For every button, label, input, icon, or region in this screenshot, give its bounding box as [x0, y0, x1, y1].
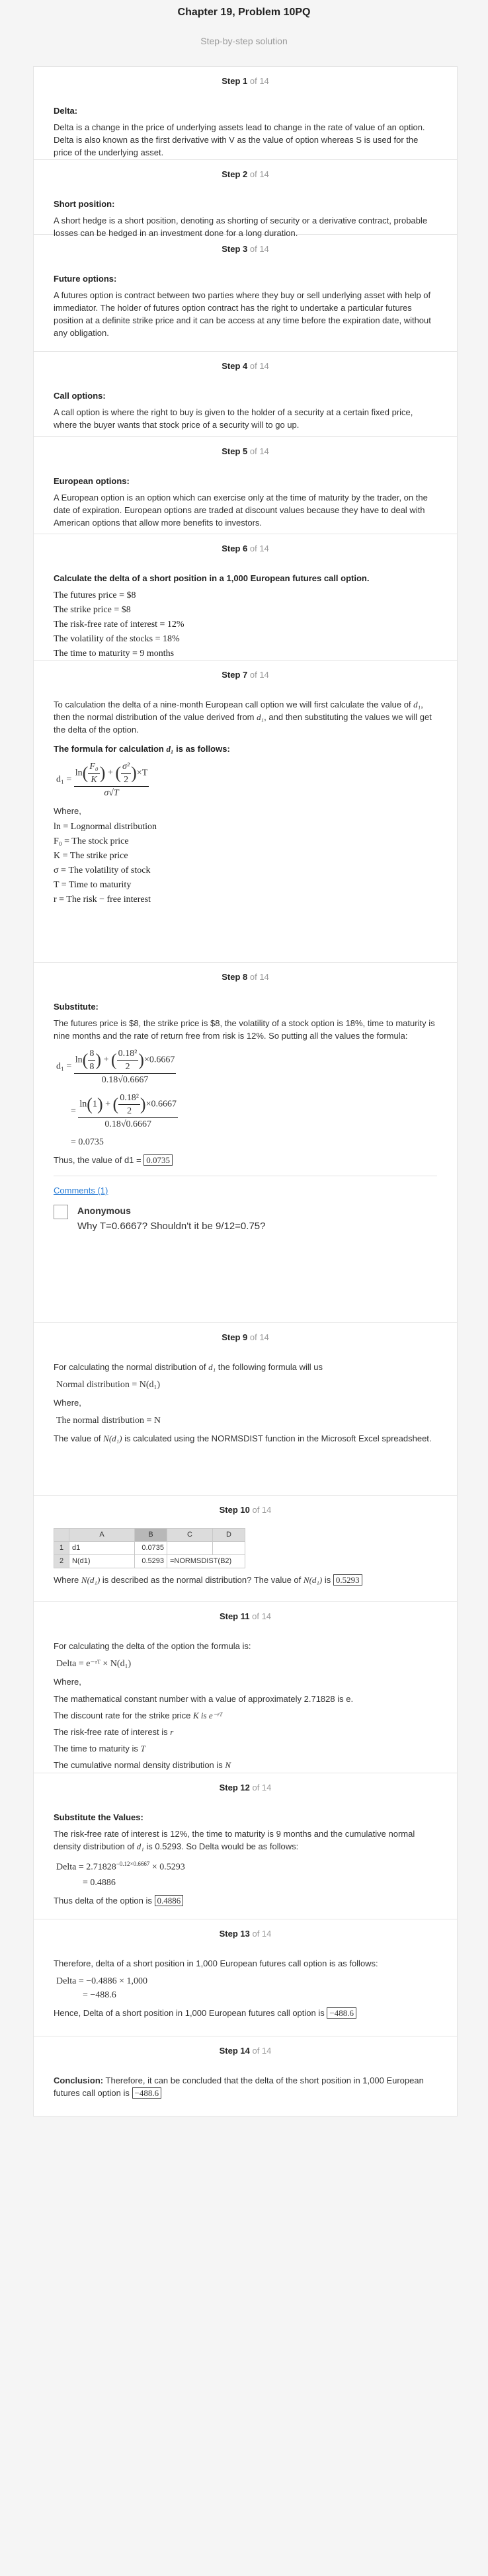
- d1-formula: [56, 760, 437, 799]
- given-line: The futures price = $8: [54, 590, 136, 600]
- nd1-symbol: N(d₁): [303, 1575, 323, 1585]
- times-t: ×0.6667: [143, 1055, 175, 1065]
- short-delta-result-box: −488.6: [327, 2007, 356, 2019]
- delta-result-line: [54, 1894, 437, 1907]
- definition-line: r = The risk − free interest: [54, 895, 151, 905]
- where-label: Where,: [54, 1677, 81, 1687]
- given-line: The strike price = $8: [54, 605, 131, 615]
- two: 2: [127, 1106, 132, 1116]
- step-text: [54, 698, 437, 736]
- step-of: of 14: [249, 361, 269, 371]
- normal-dist-formula: Normal distribution = N(d₁): [56, 1380, 161, 1390]
- text-part: The value of: [54, 1433, 101, 1443]
- excel-cell: 0.5293: [135, 1555, 167, 1568]
- definition-text: The risk-free rate of interest is: [54, 1727, 168, 1737]
- step-of: of 14: [252, 1929, 272, 1939]
- d1-result-box: 0.0735: [143, 1154, 173, 1166]
- step-14: [34, 2036, 457, 2116]
- step-label: Step 3: [222, 244, 248, 254]
- step-text: For calculating the delta of the option the formula is:: [54, 1641, 251, 1651]
- step-label: Step 10: [219, 1505, 250, 1515]
- step-label: Step 8: [222, 972, 248, 982]
- conclusion-label: Conclusion:: [54, 2075, 104, 2085]
- excel-cell: [213, 1542, 245, 1555]
- excel-cell: N(d1): [69, 1555, 135, 1568]
- text-part: is as follows:: [176, 744, 230, 754]
- text-part: The risk-free rate of interest is 12%, the time to maturity is 9 months and the cumulative normal density distribution of: [54, 1829, 415, 1851]
- conclusion-text: Therefore, it can be concluded that the delta of the short position in 1,000 European futures call option is: [54, 2075, 424, 2098]
- definition-line: [54, 1740, 437, 1757]
- step-11: [34, 1602, 457, 1773]
- text-part: is: [324, 1575, 331, 1585]
- d1-symbol: d₁: [136, 1841, 144, 1851]
- text-part: is 0.5293. So Delta would be as follows:: [146, 1841, 299, 1851]
- formula-title: [54, 743, 437, 755]
- result-label: Hence, Delta of a short position in 1,000 European futures call option is: [54, 2008, 325, 2018]
- result-label: Thus, the value of d1 =: [54, 1155, 142, 1165]
- excel-row-header: 1: [54, 1542, 69, 1555]
- definition-symbol: N: [225, 1760, 231, 1770]
- step-2: [34, 160, 457, 238]
- step-label: Step 1: [222, 76, 248, 86]
- step-label: Step 11: [219, 1611, 250, 1621]
- step-title: European options:: [54, 476, 130, 486]
- step-header: [54, 2036, 437, 2056]
- comments-link[interactable]: Comments (1): [54, 1186, 108, 1195]
- short-delta-result-line: [54, 2007, 437, 2019]
- page-subtitle: Step-by-step solution: [200, 36, 288, 46]
- delta-substitution: [56, 1858, 437, 1874]
- step-title: Call options:: [54, 391, 106, 401]
- formula-numerator: ln( $\frac{8}{8}$ ) + ( $\frac{\text{0.18²}}{2}$ )×0.6667: [74, 1047, 177, 1074]
- plus-sign: +: [105, 1099, 111, 1109]
- step-text: A European option is an option which can exercise only at the time of maturity by the trader, on the date of expiration. European options are traded at discount values because they have to deal with American options that allow more benefits to investors.: [54, 493, 428, 528]
- step-title: Substitute:: [54, 1002, 99, 1012]
- step-header: [54, 963, 437, 982]
- excel-col-header: D: [213, 1529, 245, 1542]
- times-t: ×T: [136, 768, 148, 778]
- definition-line: σ = The volatility of stock: [54, 865, 151, 875]
- step-text: [54, 1574, 437, 1586]
- f0-over-k: [88, 760, 99, 786]
- d1-symbol: d₁: [413, 700, 421, 709]
- formula-denominator: 0.18√0.6667: [104, 1119, 152, 1129]
- two: 2: [125, 1062, 130, 1072]
- nd1-result-box: 0.5293: [333, 1574, 362, 1586]
- step-9: [34, 1323, 457, 1496]
- definition-line: K = The strike price: [54, 851, 128, 861]
- step-label: Step 6: [222, 543, 248, 553]
- step-of: of 14: [249, 446, 269, 456]
- comment-avatar: [54, 1205, 68, 1219]
- one: 1: [92, 1099, 97, 1109]
- step-header: [54, 661, 437, 680]
- step-label: Step 7: [222, 670, 248, 680]
- step-title: Substitute the Values:: [54, 1812, 143, 1822]
- solution-container: [33, 66, 458, 2116]
- result-label: Thus delta of the option is: [54, 1895, 152, 1906]
- text-part: the following formula will us: [218, 1362, 323, 1372]
- step-text: [54, 1432, 437, 1445]
- step-of: of 14: [252, 1783, 272, 1792]
- equals-sign: =: [71, 1106, 76, 1116]
- step-header: [54, 534, 437, 553]
- step-text: [54, 1361, 437, 1373]
- step-label: Step 2: [222, 169, 248, 179]
- step-title: Calculate the delta of a short position in a 1,000 European futures call option.: [54, 573, 370, 583]
- step-7: [34, 661, 457, 963]
- conclusion: [54, 2074, 437, 2099]
- formula-numerator: ln(1) + ( $\frac{\text{0.18²}}{2}$ )×0.6667: [78, 1092, 178, 1118]
- step-of: of 14: [249, 543, 269, 553]
- step-13: [34, 1919, 457, 2036]
- excel-row-header: 2: [54, 1555, 69, 1568]
- definition-line: F₀ = The stock price: [54, 836, 129, 846]
- d1-result-line: [54, 1154, 437, 1166]
- step-title: Short position:: [54, 199, 115, 209]
- ln-symbol: ln: [79, 1099, 87, 1109]
- plus-sign: +: [103, 1055, 109, 1065]
- definition-line: T = Time to maturity: [54, 880, 132, 890]
- d1-substitution-2: [71, 1092, 437, 1131]
- text-part: , and then substituting the values we will get the delta of the option.: [54, 712, 432, 735]
- definition-line: [54, 1691, 437, 1707]
- eq-exponent: −0.12×0.6667: [116, 1861, 150, 1867]
- d1-value: = 0.0735: [71, 1137, 104, 1147]
- step-of: of 14: [249, 1332, 269, 1342]
- definition-line: ln = Lognormal distribution: [54, 822, 157, 832]
- step-title: Future options:: [54, 274, 117, 284]
- given-line: The risk-free rate of interest = 12%: [54, 620, 184, 629]
- step-header: [54, 1323, 437, 1342]
- step-label: Step 4: [222, 361, 248, 371]
- step-label: Step 5: [222, 446, 248, 456]
- step-header: [54, 437, 437, 456]
- excel-row: [54, 1555, 245, 1568]
- definition-text: The mathematical constant number with a value of approximately 2.71828 is e.: [54, 1694, 354, 1704]
- formula-lhs: d₁ =: [56, 1061, 72, 1072]
- step-1: [34, 67, 457, 160]
- excel-col-header: C: [167, 1529, 213, 1542]
- excel-col-header: A: [69, 1529, 135, 1542]
- given-line: The volatility of the stocks = 18%: [54, 634, 180, 644]
- formula-fraction: [74, 1047, 177, 1086]
- two: 2: [124, 775, 129, 785]
- page-header: [0, 0, 488, 63]
- formula-denominator: 0.18√0.6667: [101, 1075, 149, 1085]
- step-12: [34, 1773, 457, 1919]
- definition-line: [54, 1757, 437, 1773]
- step-label: Step 14: [219, 2046, 250, 2056]
- definition-symbol: K is e⁻ʳᵀ: [193, 1711, 223, 1720]
- nd1-symbol: N(d₁): [103, 1433, 122, 1443]
- where-label: Where,: [54, 806, 81, 816]
- definition-line: [54, 1707, 437, 1724]
- step-10: [34, 1496, 457, 1602]
- step-of: of 14: [252, 1505, 272, 1515]
- formula-lhs: d₁ =: [56, 774, 72, 785]
- excel-cell: d1: [69, 1542, 135, 1555]
- k-symbol: K: [91, 775, 97, 785]
- step-header: [54, 235, 437, 254]
- d1-substitution-1: [56, 1047, 437, 1086]
- step-3: [34, 235, 457, 352]
- step-text: A futures option is contract between two parties where they buy or sell underlying asset with help of immediator. The holder of futures option contract has the right to undertake a particular futures position at a definite strike price and it can be access at any time before the expiration date, without any obligation.: [54, 290, 431, 338]
- step-title: Delta:: [54, 106, 78, 116]
- excel-table: [54, 1528, 245, 1568]
- definition-text: The discount rate for the strike price: [54, 1711, 191, 1720]
- step-text: Therefore, delta of a short position in 1,000 European futures call option is as follows:: [54, 1958, 378, 1968]
- formula-fraction: [78, 1092, 178, 1131]
- excel-cell: 0.0735: [135, 1542, 167, 1555]
- delta-result-box: 0.4886: [155, 1895, 184, 1906]
- definition-text: The time to maturity is: [54, 1744, 138, 1753]
- step-header: [54, 67, 437, 86]
- excel-cell: =NORMSDIST(B2): [167, 1555, 245, 1568]
- step-of: of 14: [249, 244, 269, 254]
- times-t: ×0.6667: [145, 1099, 177, 1109]
- formula-fraction: [74, 760, 149, 799]
- step-header: [54, 1602, 437, 1621]
- where-label: Where,: [54, 1398, 81, 1408]
- step-of: of 14: [249, 169, 269, 179]
- excel-header-row: [54, 1529, 245, 1542]
- text-part: Where: [54, 1575, 79, 1585]
- excel-col-header: B: [135, 1529, 167, 1542]
- step-label: Step 12: [219, 1783, 250, 1792]
- conclusion-result-box: −488.6: [132, 2087, 162, 2099]
- normal-dist-definition: The normal distribution = N: [56, 1416, 161, 1426]
- f0-symbol: F₀: [88, 760, 99, 774]
- strike-price: 8: [89, 1062, 95, 1072]
- excel-corner: [54, 1529, 69, 1542]
- step-8: [34, 963, 457, 1323]
- text-part: For calculating the normal distribution of: [54, 1362, 206, 1372]
- delta-formula: Delta = e⁻ʳᵀ × N(d₁): [56, 1659, 132, 1669]
- step-of: of 14: [252, 2046, 272, 2056]
- excel-cell: [167, 1542, 213, 1555]
- given-line: The time to maturity = 9 months: [54, 649, 175, 659]
- delta-value: = 0.4886: [83, 1877, 116, 1888]
- step-text: A short hedge is a short position, denoting as shorting of security or a derivative contract, probable losses can be hedged in an investment done for a long duration.: [54, 216, 428, 238]
- step-of: of 14: [252, 1611, 272, 1621]
- step-header: [54, 352, 437, 371]
- comments-section: [54, 1176, 437, 1244]
- text-part: The formula for calculation: [54, 744, 164, 754]
- short-delta-formula: Delta = −0.4886 × 1,000: [56, 1976, 148, 1986]
- text-part: To calculation the delta of a nine-month European call option we will first calculate the value of: [54, 700, 411, 709]
- definition-symbol: r: [170, 1727, 174, 1737]
- step-4: [34, 352, 457, 437]
- step-header: [54, 1773, 437, 1792]
- step-text: The futures price is $8, the strike price is $8, the volatility of a stock option is 18%, time to maturity is nine months and the rate of return free from risk is 12%. So putting all the values the formula:: [54, 1018, 435, 1041]
- ln-symbol: ln: [75, 768, 83, 778]
- step-label: Step 13: [219, 1929, 250, 1939]
- plus-sign: +: [107, 768, 113, 778]
- eq-part: Delta = 2.71828: [56, 1862, 116, 1872]
- step-text: Delta is a change in the price of underlying assets lead to change in the rate of value of an option. Delta is also known as the first derivative with V as the value of option whereas S is used for the price of the underlying asset.: [54, 122, 425, 157]
- futures-price: 8: [88, 1047, 95, 1061]
- text-part: is calculated using the NORMSDIST function in the Microsoft Excel spreadsheet.: [124, 1433, 432, 1443]
- definition-text: The cumulative normal density distribution is: [54, 1760, 223, 1770]
- text-part: is described as the normal distribution? The value of: [102, 1575, 302, 1585]
- comment-text: Why T=0.6667? Shouldn't it be 9/12=0.75?: [77, 1221, 266, 1232]
- comment: [54, 1205, 437, 1244]
- sigma-sq-over-2: [121, 760, 131, 786]
- excel-row: [54, 1542, 245, 1555]
- step-of: of 14: [249, 972, 269, 982]
- formula-numerator: ln( $\frac{\text{F₀}}{K}$ ) + ( $\frac{\text{σ²}}{2}$ )×T: [74, 760, 149, 787]
- ln-symbol: ln: [75, 1055, 83, 1065]
- comment-author[interactable]: Anonymous: [77, 1205, 131, 1216]
- d1-symbol: d₁: [257, 712, 264, 722]
- eq-part: × 0.5293: [151, 1862, 185, 1872]
- definition-symbol: T: [140, 1744, 145, 1753]
- page-title: Chapter 19, Problem 10PQ: [177, 7, 311, 18]
- sigma-squared: σ²: [121, 760, 131, 774]
- step-label: Step 9: [222, 1332, 248, 1342]
- step-header: [54, 160, 437, 179]
- step-6: [34, 534, 457, 661]
- step-text: A call option is where the right to buy is given to the holder of a security at a certain fixed price, where the buyer wants that stock price of a security will to go up.: [54, 407, 413, 430]
- formula-denominator: σ√T: [104, 788, 119, 798]
- step-text: [54, 1828, 437, 1853]
- volatility-squared: 0.18²: [118, 1092, 140, 1105]
- d1-symbol: d₁: [166, 744, 174, 754]
- definition-line: [54, 1724, 437, 1740]
- step-of: of 14: [249, 670, 269, 680]
- d1-symbol: d₁: [208, 1362, 216, 1372]
- step-of: of 14: [249, 76, 269, 86]
- volatility-squared: 0.18²: [117, 1047, 139, 1061]
- nd1-symbol: N(d₁): [81, 1575, 101, 1585]
- step-header: [54, 1919, 437, 1939]
- step-5: [34, 437, 457, 534]
- step-header: [54, 1496, 437, 1515]
- short-delta-value: = −488.6: [83, 1990, 116, 2000]
- text-part: , then the normal distribution of the value derived from: [54, 700, 423, 722]
